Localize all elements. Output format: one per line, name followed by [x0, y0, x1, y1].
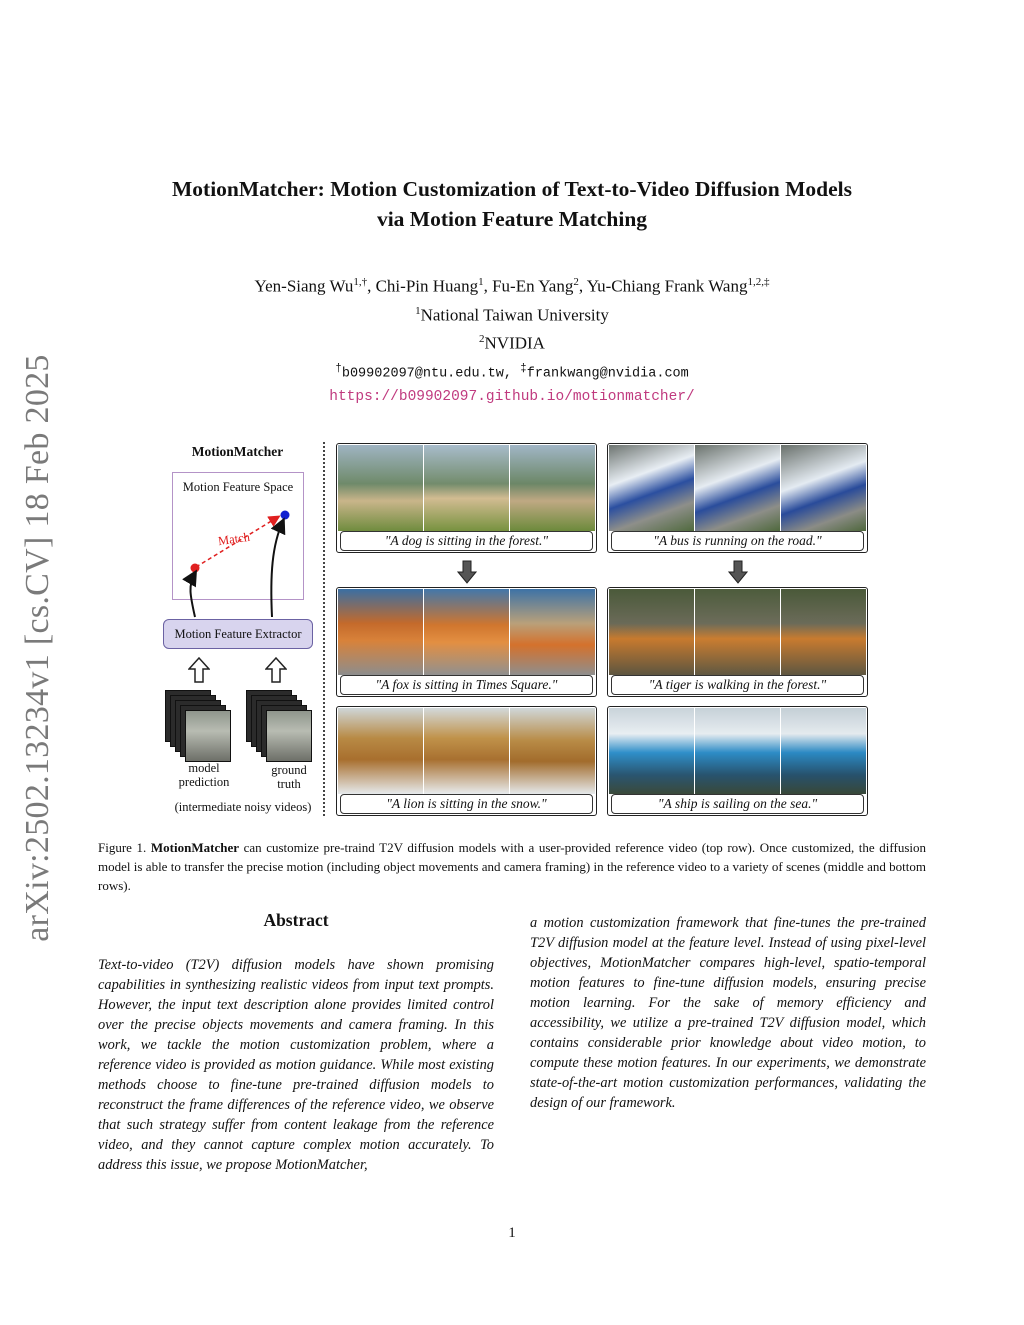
- video-frame: [609, 445, 694, 531]
- aff-name: National Taiwan University: [420, 305, 609, 325]
- diagram-title: MotionMatcher: [191, 444, 284, 459]
- prediction-arrow: [190, 573, 195, 617]
- affiliation-2: [100, 327, 924, 356]
- down-arrow-icon: [728, 560, 748, 584]
- email-mark: ‡: [520, 362, 527, 375]
- author-name: Chi-Pin Huang: [375, 276, 479, 296]
- video-frame: [424, 708, 509, 794]
- panel-caption: "A dog is sitting in the forest.": [384, 533, 549, 548]
- figure-caption-text: can customize pre-traind T2V diffusion models with a user-provided reference video (top row). Once customized, the diffusion model is able to transfer the precise motion (including object movements and camera framing) in the reference video to a variety of scenes (middle and bottom rows).: [98, 840, 926, 893]
- figure-label: Figure 1.: [98, 840, 147, 855]
- author-sup: 1: [478, 276, 484, 288]
- caption-line: prediction: [178, 775, 230, 789]
- panel-dog: [336, 443, 597, 553]
- caption-line: truth: [277, 777, 301, 791]
- caption-line: ground: [271, 763, 307, 777]
- email-link[interactable]: frankwang@nvidia.com: [526, 366, 689, 382]
- truth-arrow: [271, 521, 283, 617]
- page-number: 1: [508, 1225, 516, 1241]
- paper-title: [100, 174, 924, 234]
- match-label: Match: [217, 529, 251, 549]
- panel-lion: [336, 706, 597, 816]
- panel-caption: "A fox is sitting in Times Square.": [375, 677, 558, 692]
- aff-sup: 1: [415, 304, 421, 317]
- aff-sup: 2: [479, 333, 485, 346]
- up-arrow-icon: [265, 657, 287, 683]
- noisy-videos-caption: (intermediate noisy videos): [174, 800, 312, 814]
- truth-point: [281, 511, 290, 520]
- video-frame: [609, 589, 694, 675]
- abstract-left-column: Text-to-video (T2V) diffusion models have shown promising capabilities in synthesizing realistic videos from input text prompts. However, the input text description alone provides limited control over the precise objects movements and camera framing. In this work, we tackle the motion customization problem, where a reference video is provided as motion guidance. While most existing methods choose to fine-tune pre-trained diffusion models to reconstruct the frame differences of the reference video, we observe that such strategy suffer from content leakage from the reference video, and they cannot capture complex motion accurately. To address this issue, we propose MotionMatcher,: [98, 957, 494, 1173]
- abstract-heading: Abstract: [263, 910, 329, 930]
- abstract-right-column: a motion customization framework that fine-tunes the pre-trained T2V diffusion model at the feature level. Instead of using pixel-level objectives, MotionMatcher compares high-level, spatio-temporal motion features to fine-tune diffusion models, ensuring precise motion learning. For the sake of memory efficiency and accessibility, we utilize a pre-trained T2V diffusion model, which contains considerable prior knowledge about video motion, to compute these motion features. In our experiments, we demonstrate state-of-the-art motion customization performances, validating the design of our framework.: [530, 915, 926, 1111]
- video-frame: [695, 445, 780, 531]
- panel-tiger: [607, 587, 868, 697]
- video-frame: [338, 708, 423, 794]
- video-frame: [424, 589, 509, 675]
- panel-caption: "A ship is sailing on the sea.": [657, 796, 818, 811]
- title-line-2: via Motion Feature Matching: [376, 207, 648, 231]
- aff-name: NVIDIA: [484, 333, 545, 353]
- video-frame: [424, 445, 509, 531]
- author-sup: 1,2,‡: [747, 276, 770, 288]
- truth-video-stack: [246, 690, 316, 760]
- arxiv-stamp: [8, 355, 68, 940]
- feature-space-label: Motion Feature Space: [182, 480, 294, 494]
- author-name: Fu-En Yang: [492, 276, 574, 296]
- figure-divider: [323, 442, 325, 816]
- emails: [100, 358, 924, 386]
- arxiv-id: arXiv:2502.13234v1 [cs.CV] 18 Feb 2025: [19, 353, 56, 942]
- video-frame: [338, 445, 423, 531]
- author-name: Yu-Chiang Frank Wang: [586, 276, 748, 296]
- video-frame: [781, 589, 866, 675]
- email-link[interactable]: b09902097@ntu.edu.tw,: [341, 366, 512, 382]
- project-url[interactable]: https://b09902097.github.io/motionmatcher/: [329, 389, 695, 406]
- video-frame: [510, 708, 595, 794]
- affiliation-1: [100, 299, 924, 328]
- email-mark: †: [335, 362, 342, 375]
- feature-extractor-box: Motion Feature Extractor: [163, 619, 313, 649]
- panel-ship: [607, 706, 868, 816]
- prediction-caption: [165, 761, 243, 789]
- author-block: [100, 270, 924, 409]
- match-diagram: [160, 495, 320, 625]
- prediction-point: [191, 564, 200, 573]
- video-frame: [609, 708, 694, 794]
- panel-caption: "A tiger is walking in the forest.": [648, 677, 827, 692]
- truth-caption: [250, 763, 328, 791]
- video-frame: [695, 589, 780, 675]
- panel-fox: [336, 587, 597, 697]
- video-frame: [338, 589, 423, 675]
- video-frame: [510, 589, 595, 675]
- panel-caption: "A bus is running on the road.": [653, 533, 822, 548]
- caption-line: model: [188, 761, 220, 775]
- panel-caption: "A lion is sitting in the snow.": [386, 796, 547, 811]
- prediction-video-stack: [165, 690, 235, 760]
- up-arrow-icon: [188, 657, 210, 683]
- figure-caption: [98, 838, 926, 895]
- panel-bus: [607, 443, 868, 553]
- video-frame: [695, 708, 780, 794]
- video-frame: [781, 445, 866, 531]
- figure-caption-bold: MotionMatcher: [150, 840, 239, 855]
- author-sup: 1,†: [353, 276, 368, 288]
- down-arrow-icon: [457, 560, 477, 584]
- author-sup: 2: [573, 276, 579, 288]
- author-line: Yen-Siang $Wu^{1,\dagger}$, Chi-Pin Huang$^1$, Fu-En Yang$^2$, Yu-Chiang Frank Wang$^{1,2,\ddagger}$: [254, 276, 770, 296]
- video-frame: [781, 708, 866, 794]
- author-name: Yen-Siang Wu: [254, 276, 354, 296]
- title-line-1: MotionMatcher: Motion Customization of Text-to-Video Diffusion Models: [172, 177, 852, 201]
- video-frame: [510, 445, 595, 531]
